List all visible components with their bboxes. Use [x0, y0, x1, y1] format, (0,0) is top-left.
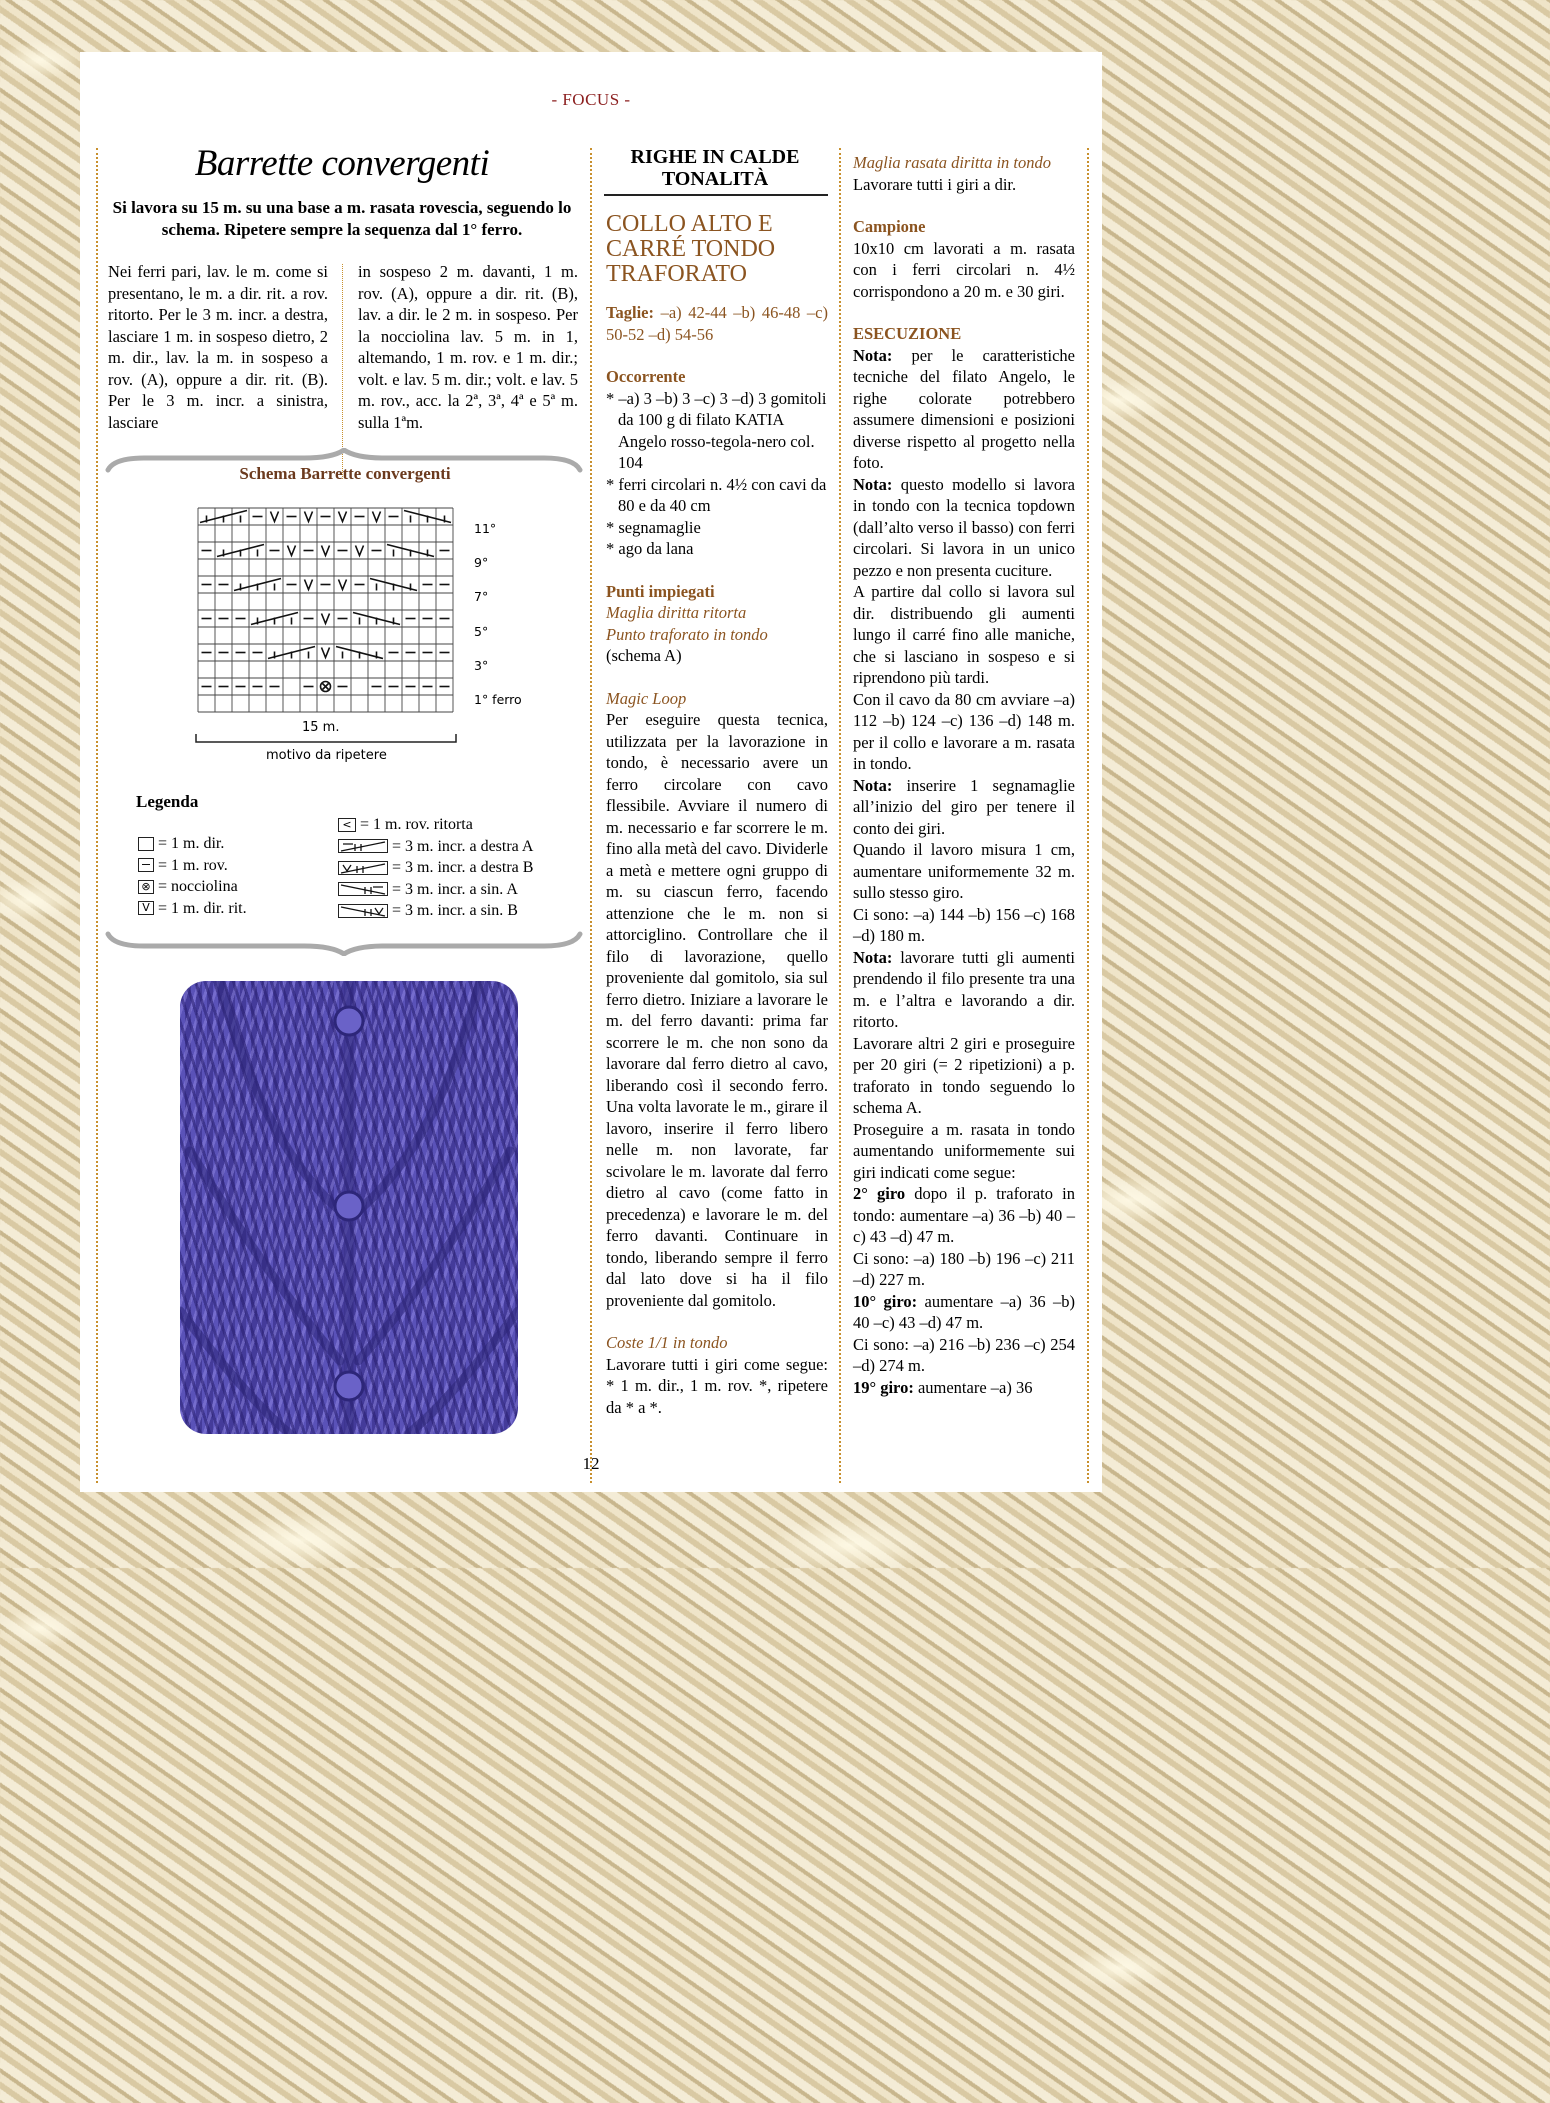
paragraph: Ci sono: –a) 180 –b) 196 –c) 211 –d) 227 m. [853, 1248, 1075, 1289]
schema-title: Schema Barrette convergenti [239, 464, 451, 483]
esecuzione-label: ESECUZIONE [853, 324, 962, 343]
width-bracket [194, 732, 458, 746]
legend-item: = 3 m. incr. a sin. B [338, 900, 533, 922]
coste-label: Coste 1/1 in tondo [606, 1333, 728, 1352]
paragraph: 2° giro dopo il p. traforato in tondo: aumentare –a) 36 –b) 40 –c) 43 –d) 47 m. [853, 1184, 1075, 1246]
occorrente-item: * segnamaglie [606, 517, 701, 537]
paragraph: Ci sono: –a) 144 –b) 156 –c) 168 –d) 180 m. [853, 904, 1075, 945]
legend-item: = 3 m. incr. a destra B [338, 857, 533, 879]
magazine-page [80, 52, 1102, 1492]
left-cross-b-icon [338, 904, 388, 918]
legend-item: < = 1 m. rov. ritorta [338, 814, 533, 836]
inner-rule [342, 264, 343, 479]
swatch-pattern [180, 981, 518, 1434]
rasata-label: Maglia rasata diritta in tondo [853, 153, 1052, 172]
magic-loop-label: Magic Loop [606, 688, 687, 708]
stitch-text-b: in sospeso 2 m. davanti, 1 m. rov. (A), oppure a dir. rit. (B), lav. a dir. le 2 m. in sospeso. Per la nocciolina lav. 5 m. in 1, altemando, 1 m. rov. e 1 m. dir.; volt. e lav. 5 m. dir.; volt. e lav. 5 m. rov., acc. la 2ª, 3ª, 4ª e 5ª m. sulla 1ªm. [358, 262, 578, 432]
paragraph: A partire dal collo si lavora sul dir. distribuendo gli aumenti lungo il carré fino alle maniche, che si lasciano in sospeso e si riprendono più tardi. [853, 582, 1075, 687]
purl-symbol-icon [138, 858, 154, 872]
coste-text: Lavorare tutti i giri come segue: * 1 m. dir., 1 m. rov. *, ripetere da * a *. [606, 1354, 828, 1417]
page-number: 12 [582, 1454, 600, 1473]
legend-item: = 3 m. incr. a destra A [338, 836, 533, 858]
row-label-1: 1° ferro [474, 692, 522, 707]
punti-label: Punti impiegati [606, 581, 715, 601]
campione-label: Campione [853, 217, 926, 236]
legend-right [338, 814, 533, 922]
stitch-chart [196, 506, 456, 716]
paragraph: 10° giro: aumentare –a) 36 –b) 40 –c) 43 –d) 47 m. [853, 1291, 1075, 1332]
bobble-symbol-icon: ⊗ [138, 880, 154, 894]
knit-symbol-icon [138, 837, 154, 851]
right-cross-a-icon [338, 839, 388, 853]
paragraph: Nota: inserire 1 segnamaglie all’inizio del giro per tenere il conto dei giri. [853, 775, 1075, 838]
punti-note: (schema A) [606, 646, 682, 665]
occorrente-item: * ago da lana [606, 539, 694, 558]
width-label: 15 m. [302, 720, 340, 735]
kicker-underline [604, 194, 828, 196]
left-cross-a-icon [338, 882, 388, 896]
legend-title: Legenda [136, 792, 199, 811]
right-cross-b-icon [338, 861, 388, 875]
schema-bracket-bottom [104, 926, 584, 956]
stitch-intro: Si lavora su 15 m. su una base a m. rasata rovescia, seguendo lo schema. Ripetere sempre la sequenza dal 1° ferro. [112, 198, 572, 239]
right-column [853, 152, 1075, 1398]
legend-left [138, 833, 247, 919]
paragraph: Lavorare altri 2 giri e proseguire per 20 giri (= 2 ripetizioni) a p. traforato in tondo seguendo lo schema A. [853, 1033, 1075, 1117]
row-label-11: 11° [474, 521, 497, 536]
occorrente-label: Occorrente [606, 367, 686, 386]
far-right-rule [1087, 148, 1089, 1483]
occorrente-item: * –a) 3 –b) 3 –c) 3 –d) 3 gomitoli da 100 g di filato KATIA Angelo rosso-tegola-nero col. 104 [606, 388, 827, 472]
legend-item: = 1 m. rov. [138, 855, 247, 877]
campione-text: 10x10 cm lavorati a m. rasata con i ferri circolari n. 4½ corrispondono a 20 m. e 30 giri. [853, 238, 1075, 301]
knit-tbl-symbol-icon: V [138, 901, 154, 915]
middle-rule [590, 148, 592, 1483]
right-rule [839, 148, 841, 1483]
magic-loop-text: Per eseguire questa tecnica, utilizzata per la lavorazione in tondo, è necessario avere un ferro circolare con cavo flessibile. Avviare il numero di m. necessario e far scorrere le m. fino alla metà del cavo. Dividerle a metà e mettere ogni gruppo di m. su ciascun ferro, facendo attenzione che le m. non si attorciglino. Controllare che il filo di lavorazione, quello proveniente dal gomitolo, sia sul ferro dietro. Iniziare a lavorare le m. del ferro davanti: prima far scorrere le m. che non sono da lavorare dal ferro dietro al cavo, liberando così il secondo ferro. Una volta lavorate le m., girare il lavoro, inserire il ferro libero nelle m. non lavorate, far scivolare le m. lavorate dal ferro dietro al cavo (come fatto in precedenza) e lavorare le m. del ferro davanti. Continuare in tondo, liberando sempre il ferro dal lato dove si ha il filo proveniente dal gomitolo. [606, 710, 828, 1310]
punti-item: Punto traforato in tondo [606, 624, 768, 644]
legend-item: = 1 m. dir. [138, 833, 247, 855]
section-header: - FOCUS - [551, 90, 631, 109]
paragraph: Nota: per le caratteristiche tecniche del filato Angelo, le righe colorate potrebbero assumere dimensioni e posizioni diverse rispetto al progetto nella foto. [853, 345, 1075, 472]
paragraph: Proseguire a m. rasata in tondo aumentando uniformemente sui giri indicati come segue: [853, 1119, 1075, 1182]
rasata-text: Lavorare tutti i giri a dir. [853, 174, 1017, 194]
purl-tbl-symbol-icon: < [338, 818, 356, 832]
row-label-9: 9° [474, 555, 489, 570]
legend-item: = 3 m. incr. a sin. A [338, 879, 533, 901]
taglie: Taglie: –a) 42-44 –b) 46-48 –c) 50-52 –d) 54-56 [606, 303, 828, 344]
row-label-7: 7° [474, 589, 489, 604]
knit-swatch-photo [180, 981, 518, 1434]
stitch-title: Barrette convergenti [194, 143, 490, 184]
paragraph: Quando il lavoro misura 1 cm, aumentare uniformemente 32 m. sullo stesso giro. [853, 840, 1075, 902]
row-label-3: 3° [474, 658, 489, 673]
repeat-label: motivo da ripetere [266, 748, 387, 763]
article-kicker: RIGHE IN CALDE TONALITÀ [630, 146, 800, 190]
paragraph: Ci sono: –a) 216 –b) 236 –c) 254 –d) 274 m. [853, 1334, 1075, 1375]
legend-item: V = 1 m. dir. rit. [138, 898, 247, 920]
paragraph: Nota: lavorare tutti gli aumenti prendendo il filo presente tra una m. e l’altra e lavorando a dir. ritorto. [853, 947, 1075, 1031]
middle-column [606, 302, 828, 1418]
row-label-5: 5° [474, 624, 489, 639]
article-title: COLLO ALTO E CARRÉ TONDO TRAFORATO [606, 211, 776, 287]
paragraph: Nota: questo modello si lavora in tondo con la tecnica topdown (dall’alto verso il basso) con ferri circolari. Si lavora in un unico pezzo e non presenta cuciture. [853, 474, 1075, 580]
punti-item: Maglia diritta ritorta [606, 603, 747, 622]
occorrente-item: * ferri circolari n. 4½ con cavi da 80 e da 40 cm [606, 474, 827, 515]
paragraph: Con il cavo da 80 cm avviare –a) 112 –b) 124 –c) 136 –d) 148 m. per il collo e lavorare a m. rasata in tondo. [853, 689, 1075, 773]
stitch-text-a: Nei ferri pari, lav. le m. come si presentano, le m. a dir. rit. a rov. ritorto. Per le 3 m. incr. a destra, lasciare 1 m. in sospeso dietro, 2 m. dir., lav. la m. in sospeso a rov. (A), oppure a dir. rit. (B). Per le 3 m. incr. a sinistra, lasciare [108, 262, 328, 432]
legend-item: ⊗ = nocciolina [138, 876, 247, 898]
paragraph: 19° giro: aumentare –a) 36 [853, 1377, 1033, 1397]
left-rule [96, 148, 98, 1483]
